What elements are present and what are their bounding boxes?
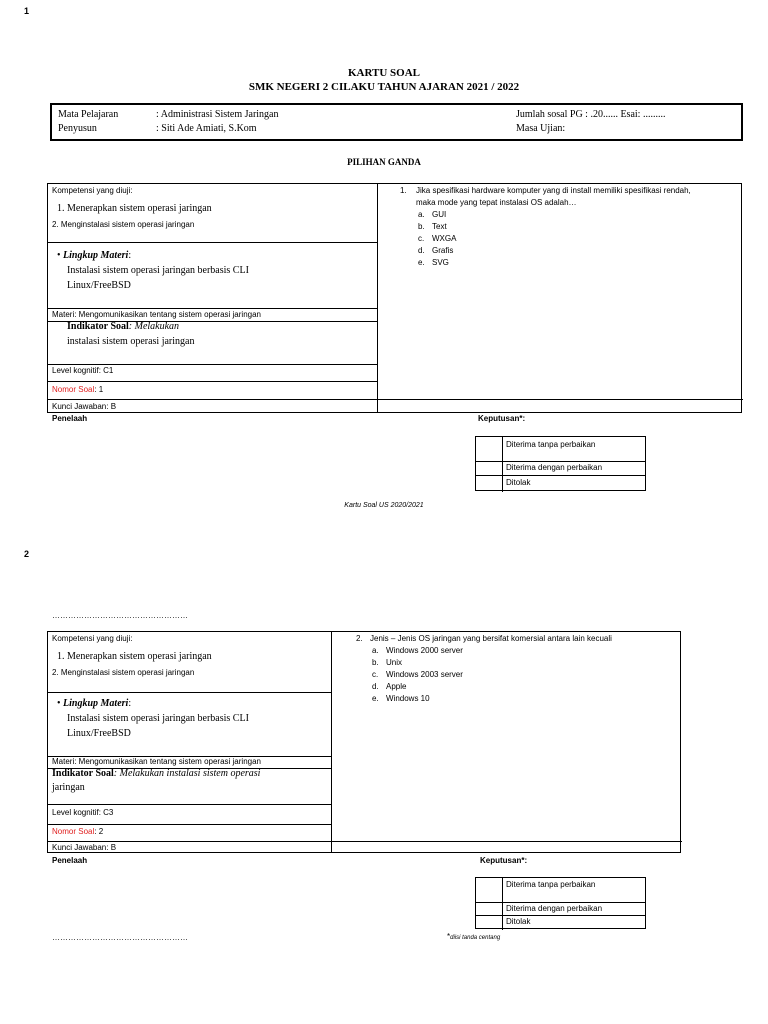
signature-line: …………………………………………… — [52, 611, 188, 620]
option-letter: a. — [418, 210, 425, 219]
option-letter: c. — [418, 234, 425, 243]
row-divider — [48, 692, 331, 693]
nomor-soal — [52, 827, 103, 836]
keputusan-table — [475, 877, 646, 929]
indikator-line-2: jaringan — [52, 782, 85, 793]
keputusan-row — [476, 878, 645, 902]
option-letter: d. — [418, 246, 425, 255]
kompetensi-label: Kompetensi yang diuji: — [52, 634, 133, 643]
kunci-jawaban: Kunci Jawaban: B — [52, 843, 117, 852]
question-card-2 — [47, 631, 681, 853]
option-letter: b. — [418, 222, 425, 231]
keputusan-option: Ditolak — [506, 478, 531, 487]
option-a — [372, 646, 463, 655]
page-title: KARTU SOAL — [347, 67, 421, 79]
option-c — [372, 670, 463, 679]
option-text: Unix — [386, 658, 403, 667]
option-text: GUI — [432, 210, 447, 219]
keputusan-row — [476, 437, 645, 461]
option-d — [372, 682, 406, 691]
masa-ujian: Masa Ujian: — [516, 123, 566, 134]
materi-text: Materi: Mengomunikasikan tentang sistem operasi jaringan — [52, 310, 261, 319]
indikator-label: Indikator Soal — [52, 768, 114, 779]
keputusan-checkbox[interactable] — [476, 437, 503, 461]
option-a — [418, 210, 446, 219]
jumlah-soal: Jumlah sosal PG : .20...... Esai: ......... — [516, 109, 666, 120]
option-text: Windows 2003 server — [386, 670, 463, 679]
option-letter: a. — [372, 646, 379, 655]
nomor-soal-value: : 1 — [94, 385, 104, 394]
footnote-text: diisi tanda centang — [450, 935, 501, 941]
mapel-label: Mata Pelajaran — [58, 109, 119, 120]
option-text: Windows 10 — [386, 694, 430, 703]
info-row-mapel — [58, 109, 735, 123]
footer-text: Kartu Soal US 2020/2021 — [344, 502, 424, 509]
kompetensi-item-2: 2. Menginstalasi sistem operasi jaringan — [52, 668, 195, 677]
lingkup-label: Lingkup Materi — [63, 250, 129, 261]
nomor-soal-value: : 2 — [94, 827, 104, 836]
bullet-icon: • — [57, 250, 61, 261]
lingkup-line-1: Instalasi sistem operasi jaringan berbasis CLI — [67, 265, 249, 276]
materi-text: Materi: Mengomunikasikan tentang sistem operasi jaringan — [52, 757, 261, 766]
option-c — [418, 234, 456, 243]
keputusan-label: Keputusan*: — [478, 414, 526, 423]
row-divider — [48, 841, 682, 842]
lingkup-line-1: Instalasi sistem operasi jaringan berbasis CLI — [67, 713, 249, 724]
keputusan-row — [476, 915, 645, 930]
keputusan-option: Diterima tanpa perbaikan — [506, 880, 596, 889]
keputusan-checkbox[interactable] — [476, 878, 503, 902]
card-divider — [331, 632, 332, 852]
question-card-1 — [47, 183, 742, 413]
row-divider — [48, 381, 377, 382]
row-divider — [48, 804, 331, 805]
option-e — [372, 694, 430, 703]
option-d — [418, 246, 453, 255]
option-b — [418, 222, 447, 231]
kompetensi-item-2: 2. Menginstalasi sistem operasi jaringan — [52, 220, 195, 229]
option-text: Windows 2000 server — [386, 646, 463, 655]
penelaah-label: Penelaah — [52, 414, 88, 423]
question-line-1: Jika spesifikasi hardware komputer yang di install memiliki spesifikasi rendah, — [416, 186, 691, 195]
keputusan-checkbox[interactable] — [476, 476, 503, 492]
kompetensi-item-1: 1. Menerapkan sistem operasi jaringan — [57, 203, 212, 214]
keputusan-row — [476, 902, 645, 916]
lingkup-colon: : — [128, 250, 132, 261]
nomor-soal — [52, 385, 103, 394]
question-line-1: Jenis – Jenis OS jaringan yang bersifat komersial antara lain kecuali — [370, 634, 612, 643]
keputusan-option: Diterima tanpa perbaikan — [506, 440, 596, 449]
lingkup-materi-heading — [57, 698, 131, 709]
indikator-text: : Melakukan — [128, 321, 180, 332]
row-divider — [48, 364, 377, 365]
keputusan-row — [476, 461, 645, 476]
row-divider — [48, 399, 743, 400]
keputusan-option: Diterima dengan perbaikan — [506, 904, 603, 913]
option-text: Grafis — [432, 246, 454, 255]
indikator-line-1 — [67, 321, 179, 332]
option-text: Apple — [386, 682, 407, 691]
level-kognitif: Level kognitif: C3 — [52, 808, 114, 817]
penyusun-label: Penyusun — [58, 123, 97, 134]
row-divider — [48, 824, 331, 825]
indikator-line-2: instalasi sistem operasi jaringan — [67, 336, 195, 347]
option-e — [418, 258, 449, 267]
card-divider — [377, 184, 378, 412]
lingkup-colon: : — [128, 698, 132, 709]
level-kognitif: Level kognitif: C1 — [52, 366, 114, 375]
question-line-2: maka mode yang tepat instalasi OS adalah… — [416, 198, 577, 207]
indikator-text: : Melakukan instalasi sistem operasi — [113, 768, 261, 779]
nomor-soal-label: Nomor Soal — [52, 827, 95, 836]
option-text: WXGA — [432, 234, 457, 243]
keputusan-label: Keputusan*: — [480, 856, 528, 865]
info-row-penyusun — [58, 123, 735, 137]
row-divider — [48, 242, 377, 243]
kompetensi-label: Kompetensi yang diuji: — [52, 186, 133, 195]
keputusan-checkbox[interactable] — [476, 462, 503, 476]
keputusan-row — [476, 475, 645, 492]
option-letter: b. — [372, 658, 379, 667]
footnote — [447, 932, 500, 941]
keputusan-option: Ditolak — [506, 917, 531, 926]
page-number: 2 — [24, 549, 30, 559]
indikator-label: Indikator Soal — [67, 321, 129, 332]
lingkup-label: Lingkup Materi — [63, 698, 129, 709]
bullet-icon: • — [57, 698, 61, 709]
section-title: PILIHAN GANDA — [347, 157, 421, 167]
option-letter: d. — [372, 682, 379, 691]
lingkup-line-2: Linux/FreeBSD — [67, 728, 131, 739]
kompetensi-item-1: 1. Menerapkan sistem operasi jaringan — [57, 651, 212, 662]
penyusun-value: : Siti Ade Amiati, S.Kom — [156, 123, 257, 134]
lingkup-line-2: Linux/FreeBSD — [67, 280, 131, 291]
keputusan-table — [475, 436, 646, 491]
lingkup-materi-heading — [57, 250, 131, 261]
signature-line: …………………………………………… — [52, 933, 188, 942]
keputusan-option: Diterima dengan perbaikan — [506, 463, 603, 472]
page-subtitle: SMK NEGERI 2 CILAKU TAHUN AJARAN 2021 / 2022 — [248, 81, 520, 93]
indikator-line-1 — [52, 768, 260, 779]
mapel-value: : Administrasi Sistem Jaringan — [156, 109, 279, 120]
option-b — [372, 658, 402, 667]
option-text: SVG — [432, 258, 449, 267]
option-text: Text — [432, 222, 447, 231]
row-divider — [48, 308, 377, 309]
footnote-mark: * — [447, 932, 451, 941]
nomor-soal-label: Nomor Soal — [52, 385, 95, 394]
question-number: 2. — [356, 634, 363, 643]
option-letter: e. — [418, 258, 425, 267]
option-letter: e. — [372, 694, 379, 703]
keputusan-checkbox[interactable] — [476, 916, 503, 930]
page-number: 1 — [24, 6, 30, 16]
question-number: 1. — [400, 186, 407, 195]
info-box — [50, 103, 743, 141]
penelaah-label: Penelaah — [52, 856, 88, 865]
option-letter: c. — [372, 670, 379, 679]
kunci-jawaban: Kunci Jawaban: B — [52, 402, 117, 411]
